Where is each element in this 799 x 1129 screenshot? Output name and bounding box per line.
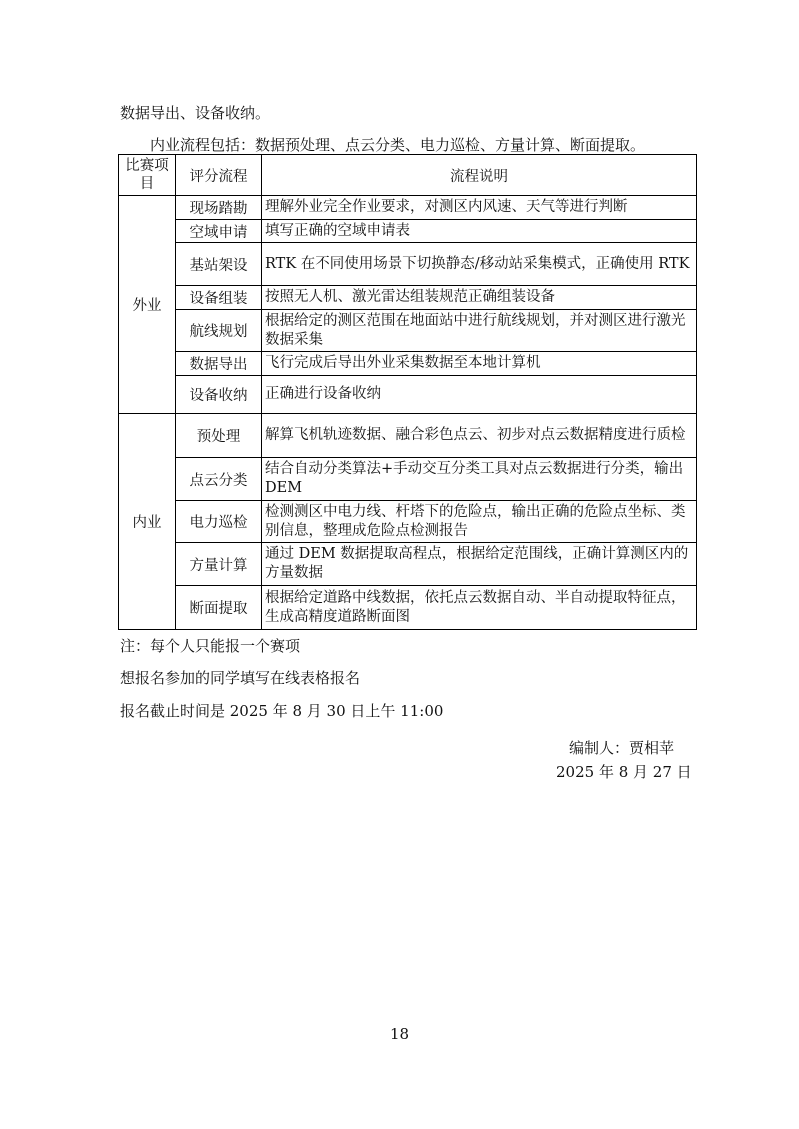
item-cell: 航线规划 (176, 310, 262, 352)
stage-cell-field: 外业 (119, 196, 176, 414)
note-text: 注：每个人只能报一个赛项 (120, 637, 301, 655)
signup-text: 想报名参加的同学填写在线表格报名 (120, 669, 361, 687)
desc-cell: 检测测区中电力线、杆塔下的危险点，输出正确的危险点坐标、类别信息，整理成危险点检测报告 (262, 501, 697, 543)
desc-cell: 理解外业完全作业要求，对测区内风速、天气等进行判断 (262, 196, 697, 220)
item-cell: 基站架设 (176, 243, 262, 286)
stage-cell-office: 内业 (119, 414, 176, 630)
item-cell: 方量计算 (176, 543, 262, 586)
desc-cell: RTK 在不同使用场景下切换静态/移动站采集模式，正确使用 RTK (262, 243, 697, 286)
item-cell: 预处理 (176, 414, 262, 458)
item-cell: 空域申请 (176, 220, 262, 243)
desc-cell: 解算飞机轨迹数据、融合彩色点云、初步对点云数据精度进行质检 (262, 414, 697, 458)
desc-cell: 填写正确的空域申请表 (262, 220, 697, 243)
item-cell: 点云分类 (176, 458, 262, 501)
table-row (119, 310, 697, 352)
table-row (119, 586, 697, 630)
deadline-text: 报名截止时间是 2025 年 8 月 30 日上午 11:00 (120, 702, 444, 720)
table-row (119, 286, 697, 310)
editor-signature: 编制人：贾相苹 (569, 739, 675, 757)
item-cell: 电力巡检 (176, 501, 262, 543)
desc-cell: 根据给定的测区范围在地面站中进行航线规划，并对测区进行激光数据采集 (262, 310, 697, 352)
table-header-row (119, 155, 697, 196)
table-row (119, 196, 697, 220)
table-row (119, 501, 697, 543)
desc-cell: 按照无人机、激光雷达组装规范正确组装设备 (262, 286, 697, 310)
competition-process-table (118, 154, 697, 630)
table-row (119, 458, 697, 501)
intro-line-1: 数据导出、设备收纳。 (120, 104, 271, 122)
desc-cell: 结合自动分类算法+手动交互分类工具对点云数据进行分类，输出 DEM (262, 458, 697, 501)
document-date: 2025 年 8 月 27 日 (556, 763, 692, 781)
table-row (119, 243, 697, 286)
item-cell: 现场踏勘 (176, 196, 262, 220)
table-row (119, 414, 697, 458)
item-cell: 断面提取 (176, 586, 262, 630)
page-number: 18 (390, 1025, 410, 1043)
item-cell: 设备组装 (176, 286, 262, 310)
desc-cell: 正确进行设备收纳 (262, 376, 697, 414)
item-cell: 数据导出 (176, 352, 262, 376)
header-desc: 流程说明 (262, 155, 697, 196)
desc-cell: 根据给定道路中线数据，依托点云数据自动、半自动提取特征点，生成高精度道路断面图 (262, 586, 697, 630)
table-row (119, 543, 697, 586)
item-cell: 设备收纳 (176, 376, 262, 414)
desc-cell: 通过 DEM 数据提取高程点，根据给定范围线，正确计算测区内的方量数据 (262, 543, 697, 586)
table-row (119, 220, 697, 243)
header-stage: 比赛项目 (119, 155, 176, 196)
table-row (119, 352, 697, 376)
header-item: 评分流程 (176, 155, 262, 196)
table-row (119, 376, 697, 414)
intro-line-2: 内业流程包括：数据预处理、点云分类、电力巡检、方量计算、断面提取。 (150, 136, 646, 154)
desc-cell: 飞行完成后导出外业采集数据至本地计算机 (262, 352, 697, 376)
